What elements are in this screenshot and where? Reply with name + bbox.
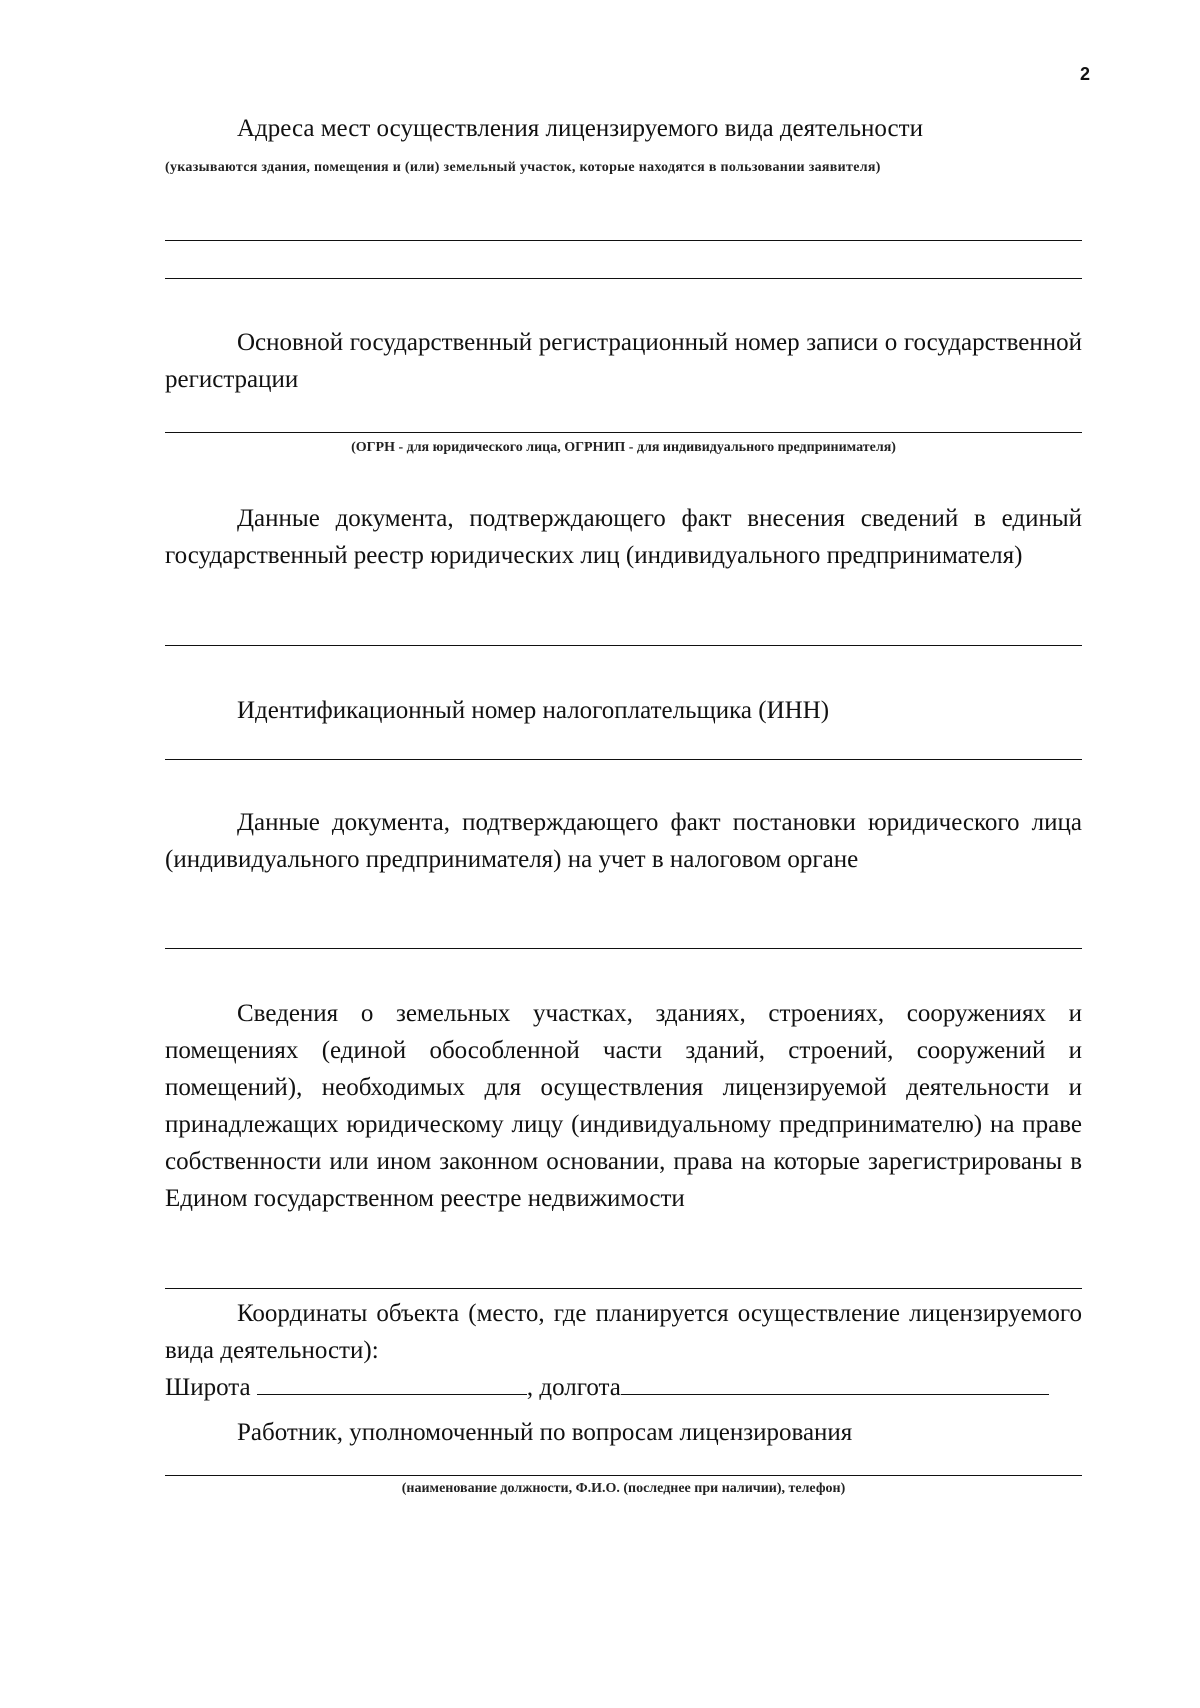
employee-title: Работник, уполномоченный по вопросам лицензирования [237, 1419, 853, 1446]
page-number: 2 [1080, 64, 1091, 84]
addresses-line-2[interactable] [165, 278, 1082, 279]
ogrn-line[interactable] [165, 432, 1082, 433]
employee-note: (наименование должности, Ф.И.О. (последнее при наличии), телефон) [401, 1481, 846, 1496]
latitude-field[interactable] [257, 1372, 527, 1395]
addresses-note: (указываются здания, помещения и (или) земельный участок, которые находятся в пользовании заявителя) [165, 160, 881, 175]
property-title: Сведения о земельных участках, зданиях, строениях, сооружениях и помещениях (единой обособленной части зданий, строений, сооружений и помещений), необходимых для осуществления лицензируемой деятельности и принадлежащих юридическому лицу (индивидуальному предпринимателю) на праве собственности или ином законном основании, права на которые зарегистрированы в Едином государственном реестре недвижимости [165, 1000, 1082, 1212]
employee-line[interactable] [165, 1475, 1082, 1476]
longitude-label: , долгота [526, 1374, 621, 1401]
latitude-label: Широта [165, 1374, 251, 1401]
coordinates-title: Координаты объекта (место, где планируется осуществление лицензируемого вида деятельности): [165, 1300, 1082, 1364]
ogrn-note: (ОГРН - для юридического лица, ОГРНИП - для индивидуального предпринимателя) [351, 440, 896, 455]
egrul-title: Данные документа, подтверждающего факт внесения сведений в единый государственный реестр юридических лиц (индивидуального предпринимателя) [165, 505, 1082, 569]
tax-title: Данные документа, подтверждающего факт постановки юридического лица (индивидуального предпринимателя) на учет в налоговом органе [165, 809, 1082, 873]
inn-title: Идентификационный номер налогоплательщика (ИНН) [237, 697, 830, 724]
inn-line[interactable] [165, 759, 1082, 760]
coordinates-row [165, 1369, 1082, 1406]
tax-line[interactable] [165, 948, 1082, 949]
property-line[interactable] [165, 1288, 1082, 1289]
addresses-title: Адреса мест осуществления лицензируемого вида деятельности [237, 115, 923, 142]
ogrn-title: Основной государственный регистрационный номер записи о государственной регистрации [165, 329, 1082, 393]
longitude-field[interactable] [621, 1372, 1049, 1395]
egrul-line[interactable] [165, 645, 1082, 646]
addresses-line-1[interactable] [165, 240, 1082, 241]
